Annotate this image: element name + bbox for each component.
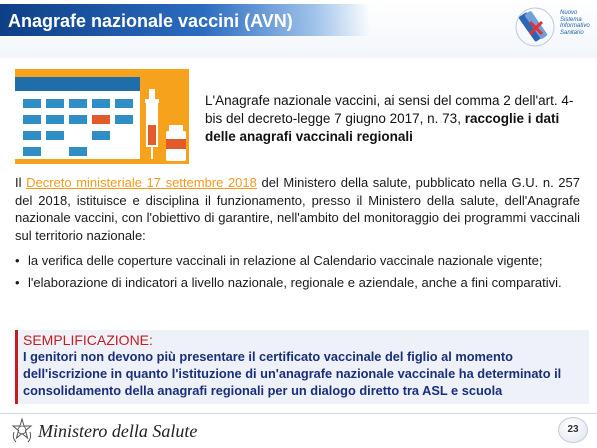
simplification-title: SEMPLIFICAZIONE: [23, 332, 153, 348]
calendar-illustration [15, 69, 189, 164]
syringe-icon [145, 89, 159, 159]
list-item: • la verifica delle coperture vaccinali in relazione al Calendario vaccinale nazionale vigente; [15, 252, 580, 270]
nsis-wordmark: Nuovo Sistema Informativo Sanitario [560, 10, 590, 36]
title-band [0, 4, 370, 36]
intro-text: L'Anagrafe nazionale vaccini, ai sensi del comma 2 dell'art. 4-bis del decreto-legge 7 giugno 2017, n. 73, raccoglie i dati delle anagrafi vaccinali regionali [205, 93, 574, 144]
calendar-vaccine-icon [15, 69, 189, 164]
decree-link[interactable]: Decreto ministeriale 17 settembre 2018 [26, 175, 257, 190]
ministry-wordmark: Ministero della Salute [38, 421, 198, 441]
intro-emphasis: raccoglie i dati delle anagrafi vaccinali regionali [205, 111, 560, 144]
footer-divider [0, 413, 597, 414]
body-paragraph: Il Decreto ministeriale 17 settembre 2018 del Ministero della salute, pubblicato nella G.U. n. 257 del 2018, istituisce e disciplina il funzionamento, presso il Ministero della salute, dell'Anagrafe nazionale vaccini, con l'obiettivo di garantire, nell'ambito del monitoraggio dei programmi vaccinali sul territorio nazionale: [15, 175, 580, 243]
slide-header [0, 0, 597, 58]
simplification-box [15, 330, 589, 404]
nsis-logo [512, 4, 596, 52]
slide-title: Anagrafe nazionale vaccini (AVN) [8, 11, 293, 31]
simplification-text: I genitori non devono più presentare il certificato vaccinale del figlio al momento dell'iscrizione in quanto l'istituzione di un'anagrafe nazionale vaccinale ha determinato il consolidamento della anagrafi regionali per un dialogo diretto tra ASL e scuola [23, 349, 562, 398]
objectives-list [15, 252, 580, 295]
vial-icon [166, 125, 186, 161]
page-number: 23 [558, 417, 588, 443]
list-item: • l'elaborazione di indicatori a livello nazionale, regionale e aziendale, anche a fini comparativi. [15, 274, 580, 292]
nsis-emblem-icon [512, 4, 558, 50]
republic-emblem-icon [10, 418, 34, 444]
